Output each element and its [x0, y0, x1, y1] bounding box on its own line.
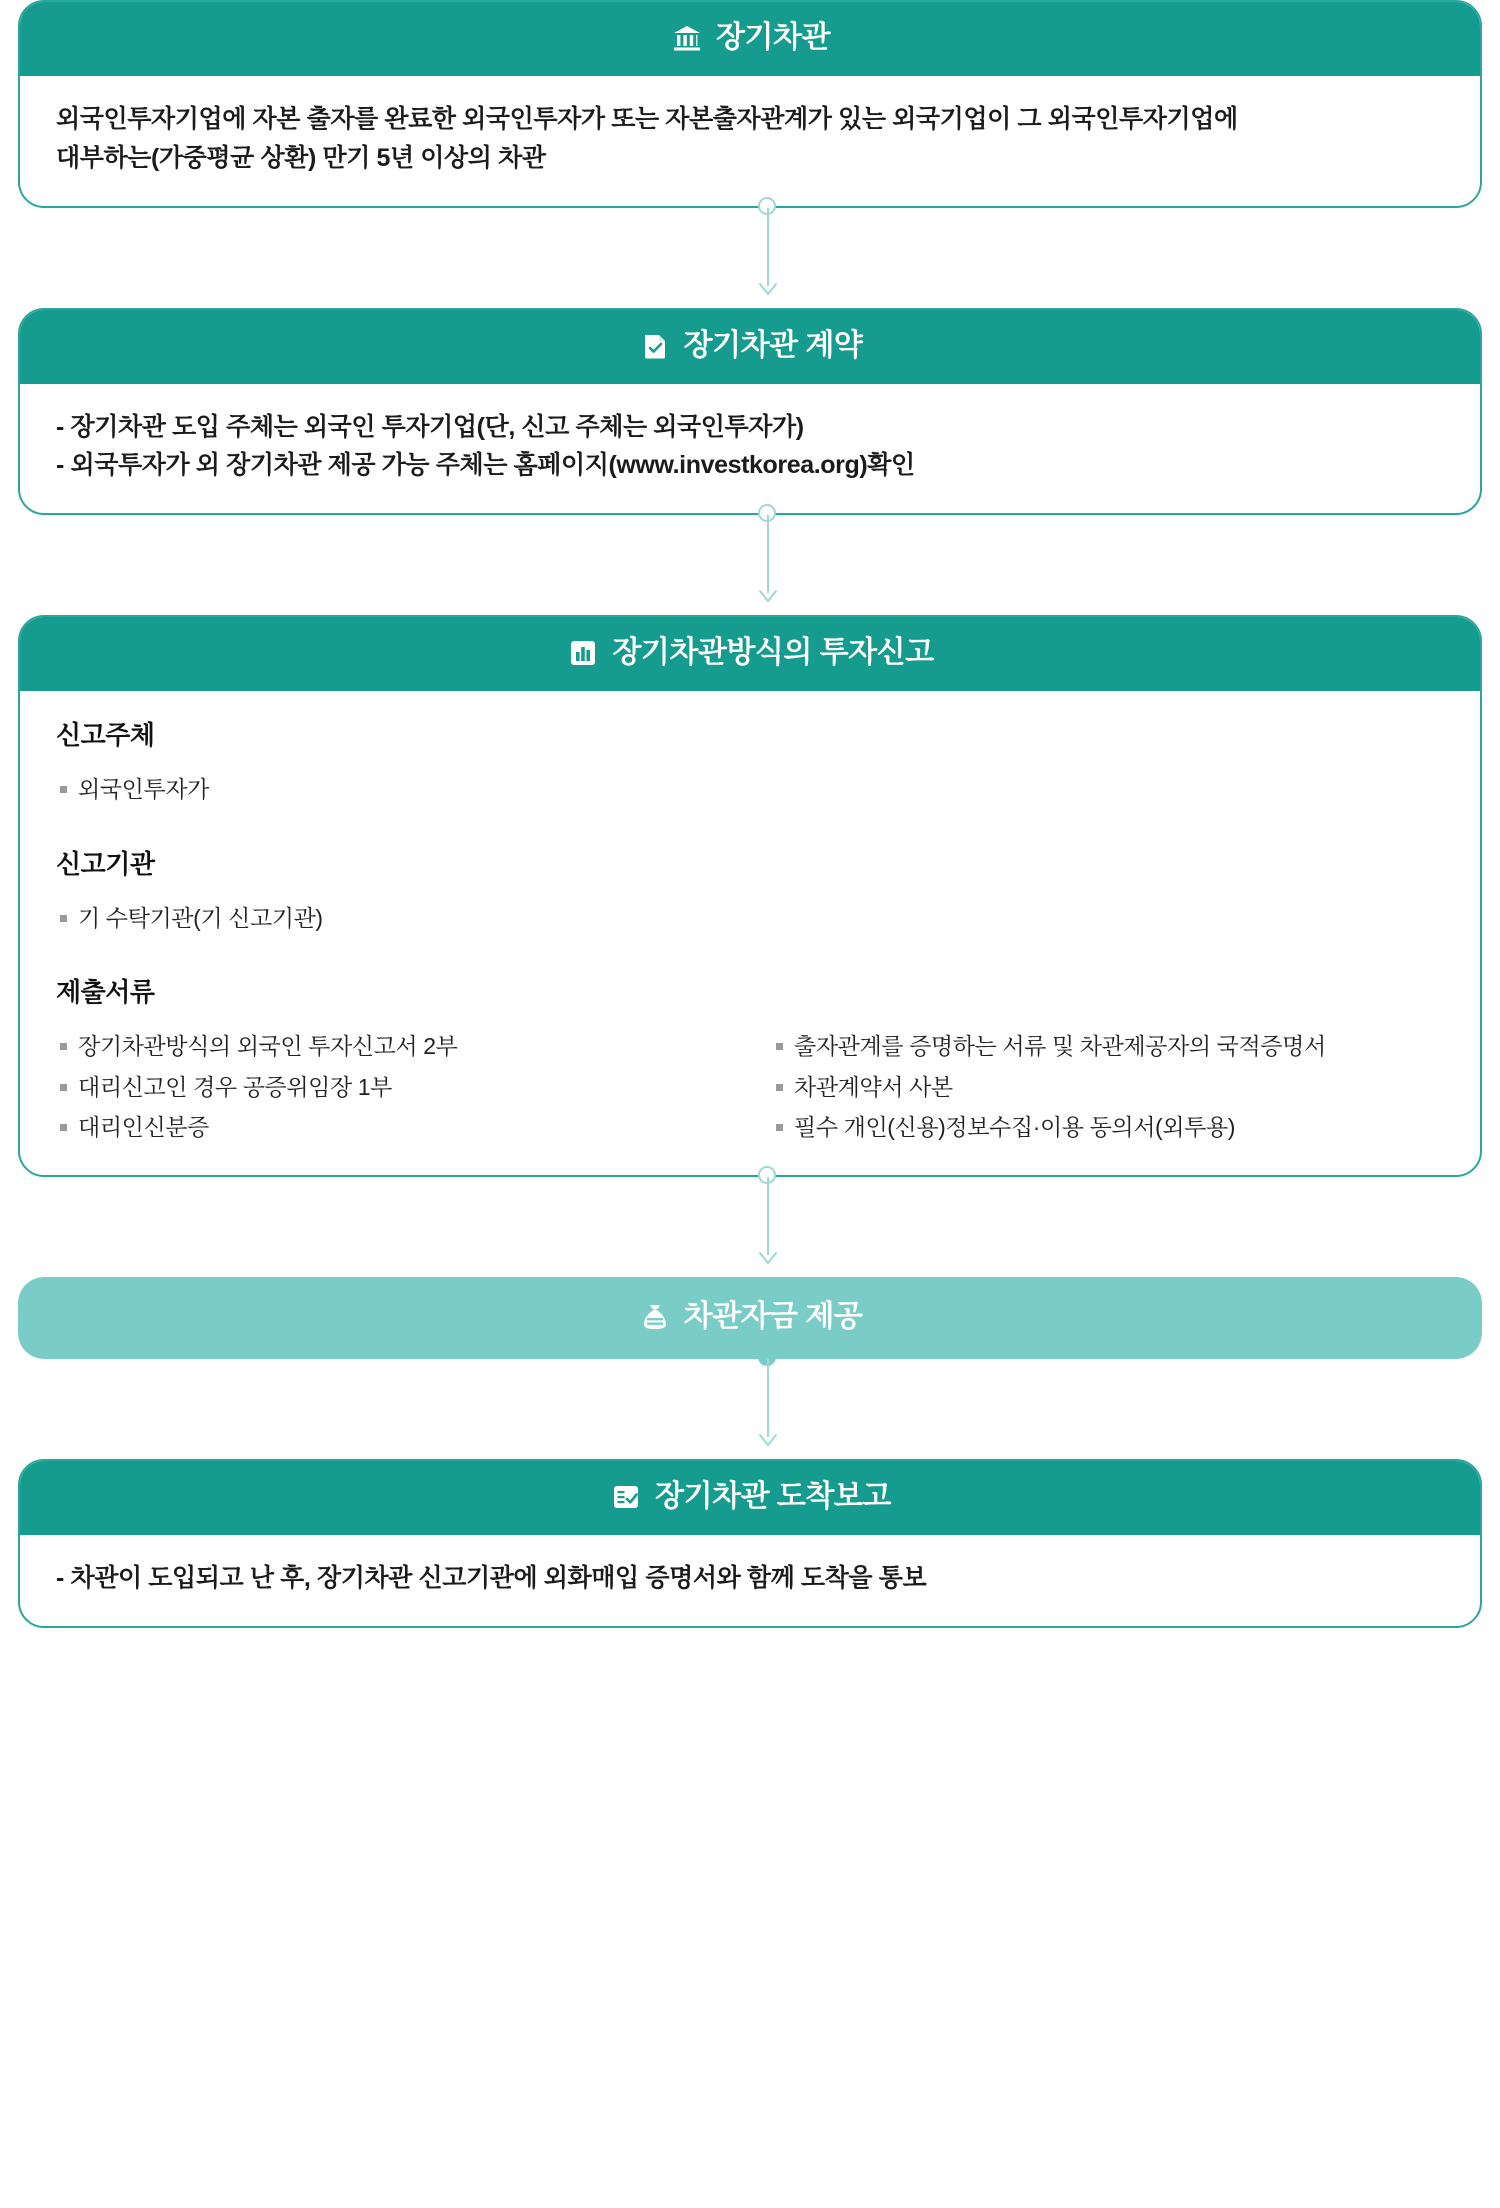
money-bag-icon	[638, 1300, 672, 1334]
connector-stem	[767, 208, 769, 286]
section-list	[56, 898, 1444, 938]
connector-1	[18, 208, 1482, 308]
node-arrival-report-title: 장기차관 도착보고	[655, 1480, 891, 1514]
node-investment-report	[18, 615, 1482, 1177]
section-required-documents	[56, 972, 1444, 1147]
section-title: 신고기관	[56, 848, 155, 879]
contract-check-icon	[638, 329, 672, 363]
node-long-term-loan-contract-header	[20, 310, 1480, 384]
list-item: 대리신고인 경우 공증위임장 1부	[56, 1067, 750, 1107]
connector-stem	[767, 1359, 769, 1437]
node-investment-report-body	[20, 691, 1480, 1175]
node-long-term-loan-contract-title: 장기차관 계약	[683, 328, 863, 362]
node-long-term-loan-body	[20, 76, 1480, 206]
document-check-icon	[609, 1480, 643, 1514]
documents-columns	[56, 1026, 1444, 1147]
node-loan-funds-provision	[18, 1277, 1482, 1359]
body-line: - 장기차관 도입 주체는 외국인 투자기업(단, 신고 주체는 외국인투자가)	[56, 412, 804, 441]
node-long-term-loan-header	[20, 2, 1480, 76]
connector-3	[18, 1177, 1482, 1277]
node-arrival-report	[18, 1459, 1482, 1628]
documents-column-left	[56, 1026, 750, 1147]
node-long-term-loan-title: 장기차관	[716, 21, 830, 54]
node-long-term-loan-contract-body	[20, 384, 1480, 514]
node-loan-funds-provision-title: 차관자금 제공	[683, 1300, 863, 1334]
connector-arrow-icon	[756, 1427, 780, 1451]
node-arrival-report-body	[20, 1535, 1480, 1626]
connector-arrow-icon	[756, 1245, 780, 1269]
body-line: - 차관이 도입되고 난 후, 장기차관 신고기관에 외화매입 증명서와 함께 도착을 통보	[56, 1564, 927, 1593]
node-long-term-loan	[18, 0, 1482, 208]
section-report-agency	[56, 844, 1444, 939]
connector-2	[18, 515, 1482, 615]
list-item: 차관계약서 사본	[772, 1067, 1444, 1107]
list-item: 장기차관방식의 외국인 투자신고서 2부	[56, 1026, 750, 1066]
section-title: 신고주체	[56, 720, 155, 750]
body-line: 대부하는(가중평균 상환) 만기 5년 이상의 차관	[56, 143, 546, 172]
connector-stem	[767, 1177, 769, 1255]
section-list	[772, 1026, 1444, 1147]
section-title: 제출서류	[56, 977, 155, 1008]
list-item: 대리인신분증	[56, 1107, 750, 1147]
node-loan-funds-provision-header	[18, 1277, 1482, 1359]
list-item: 출자관계를 증명하는 서류 및 차관제공자의 국적증명서	[772, 1026, 1444, 1066]
bank-icon	[670, 21, 704, 55]
connector-arrow-icon	[756, 583, 780, 607]
section-list	[56, 769, 1444, 809]
node-long-term-loan-contract	[18, 308, 1482, 516]
list-item: 필수 개인(신용)정보수집·이용 동의서(외투용)	[772, 1107, 1444, 1147]
body-line: - 외국투자가 외 장기차관 제공 가능 주체는 홈페이지(www.investkorea.org)확인	[56, 451, 915, 480]
node-investment-report-header	[20, 617, 1480, 691]
section-list	[56, 1026, 750, 1147]
node-investment-report-title: 장기차관방식의 투자신고	[612, 636, 934, 669]
section-report-subject	[56, 715, 1444, 810]
list-item: 기 수탁기관(기 신고기관)	[56, 898, 1444, 938]
connector-stem	[767, 515, 769, 593]
chart-bar-icon	[566, 636, 600, 670]
documents-column-right	[750, 1026, 1444, 1147]
list-item: 외국인투자가	[56, 769, 1444, 809]
body-line: 외국인투자기업에 자본 출자를 완료한 외국인투자가 또는 자본출자관계가 있는 외국기업이 그 외국인투자기업에	[56, 105, 1238, 133]
connector-arrow-icon	[756, 276, 780, 300]
connector-4	[18, 1359, 1482, 1459]
node-arrival-report-header	[20, 1461, 1480, 1535]
